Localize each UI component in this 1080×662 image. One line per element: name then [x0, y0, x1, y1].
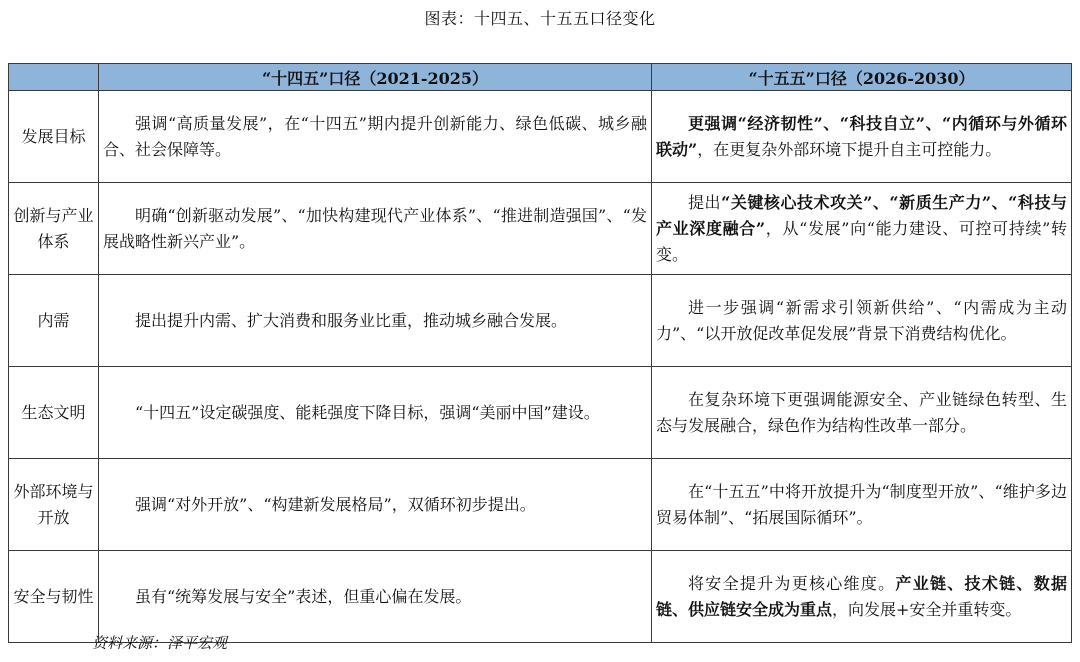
row-15th-pre: 提出	[688, 192, 722, 212]
row-15th-rest: ，在更复杂外部环境下提升自主可控能力。	[697, 139, 1002, 159]
row-15th-text	[652, 91, 1072, 183]
source-note: 资料来源：泽平宏观	[92, 634, 228, 652]
row-14th-text: 强调“对外开放”、“构建新发展格局”，双循环初步提出。	[99, 459, 652, 551]
row-category: 外部环境与开放	[9, 459, 99, 551]
header-14th-plan: “十四五”口径（2021-2025）	[99, 64, 652, 91]
row-15th-emphasis: 产业链、技术链、数据链、供应链安全成为重点	[656, 573, 1067, 619]
row-category: 发展目标	[9, 91, 99, 183]
row-14th-text: 明确“创新驱动发展”、“加快构建现代产业体系”、“推进制造强国”、“发展战略性新兴产业”。	[99, 183, 652, 275]
row-15th-pre: 将安全提升为更核心维度。	[688, 573, 896, 593]
table-row	[9, 459, 1072, 551]
table-row	[9, 91, 1072, 183]
header-category	[9, 64, 99, 91]
table-row	[9, 551, 1072, 643]
row-15th-emphasis: “关键核心技术攻关”、“新质生产力”、“科技与产业深度融合”	[656, 192, 1067, 238]
row-15th-text: 在“十五五”中将开放提升为“制度型开放”、“维护多边贸易体制”、“拓展国际循环”。	[652, 459, 1072, 551]
row-15th-text	[652, 551, 1072, 643]
row-14th-text: 虽有“统筹发展与安全”表述，但重心偏在发展。	[99, 551, 652, 643]
row-15th-emphasis: 更强调“经济韧性”、“科技自立”、“内循环与外循环联动”	[656, 113, 1067, 159]
row-15th-text	[652, 183, 1072, 275]
table-row	[9, 367, 1072, 459]
table-header-row	[9, 64, 1072, 91]
row-15th-text: 进一步强调“新需求引领新供给”、“内需成为主动力”、“以开放促改革促发展”背景下消费结构优化。	[652, 275, 1072, 367]
row-14th-text: “十四五”设定碳强度、能耗强度下降目标，强调“美丽中国”建设。	[99, 367, 652, 459]
row-14th-text: 提出提升内需、扩大消费和服务业比重，推动城乡融合发展。	[99, 275, 652, 367]
row-15th-rest: ，从“发展”向“能力建设、可控可持续”转变。	[656, 218, 1067, 264]
row-14th-text: 强调“高质量发展”，在“十四五”期内提升创新能力、绿色低碳、城乡融合、社会保障等。	[99, 91, 652, 183]
row-category: 安全与韧性	[9, 551, 99, 643]
table-row	[9, 275, 1072, 367]
table-row	[9, 183, 1072, 275]
comparison-table	[8, 63, 1072, 643]
row-15th-text: 在复杂环境下更强调能源安全、产业链绿色转型、生态与发展融合，绿色作为结构性改革一部分。	[652, 367, 1072, 459]
row-category: 内需	[9, 275, 99, 367]
row-category: 创新与产业体系	[9, 183, 99, 275]
header-15th-plan: “十五五”口径（2026-2030）	[652, 64, 1072, 91]
row-category: 生态文明	[9, 367, 99, 459]
figure-title: 图表：十四五、十五五口径变化	[424, 9, 656, 28]
row-15th-rest: ，向发展+安全并重转变。	[832, 599, 1022, 619]
